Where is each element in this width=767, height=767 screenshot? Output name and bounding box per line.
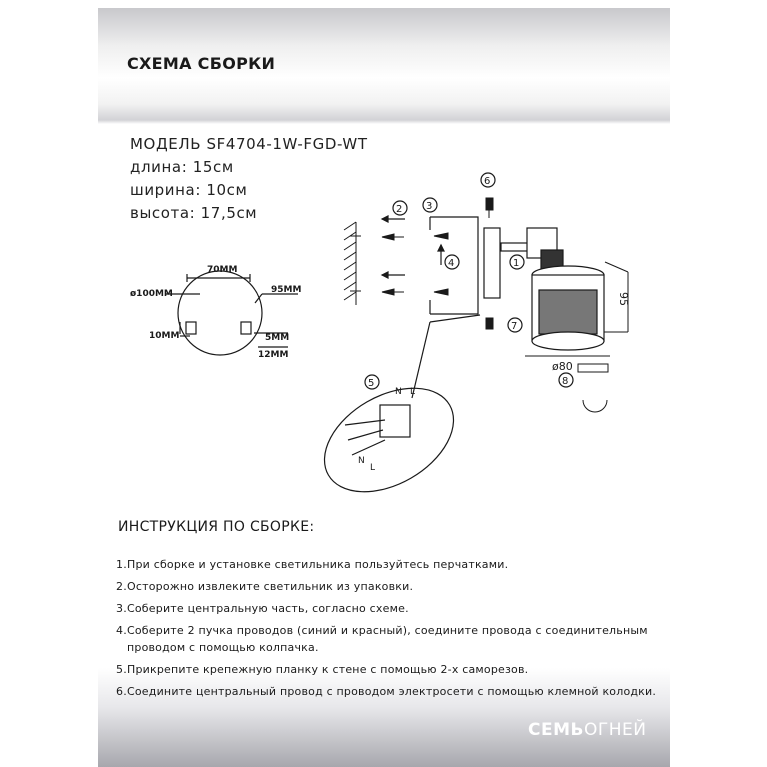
wire-label: L bbox=[410, 387, 416, 397]
model-name: МОДЕЛЬ SF4704-1W-FGD-WT bbox=[130, 135, 368, 153]
mounting-bracket bbox=[430, 217, 500, 314]
lamp-shade bbox=[532, 266, 604, 350]
wall-hatch bbox=[344, 222, 361, 305]
instructions-list bbox=[116, 556, 656, 705]
callout-1: 1 bbox=[513, 258, 520, 269]
instructions-title: ИНСТРУКЦИЯ ПО СБОРКЕ: bbox=[118, 519, 315, 535]
callout-8: 8 bbox=[562, 376, 569, 387]
list-item: 5.Прикрепите крепежную планку к стене с помощью 2-х саморезов. bbox=[116, 663, 529, 676]
wire-label: L bbox=[370, 463, 376, 473]
mounting-plate-circle bbox=[178, 271, 262, 355]
arrows bbox=[382, 216, 444, 278]
dim-dia100: ø100ММ bbox=[130, 289, 173, 299]
list-item: 2.Осторожно извлеките светильник из упаковки. bbox=[116, 580, 414, 593]
dim-5: 5ММ bbox=[265, 333, 290, 343]
spec-length: длина: 15см bbox=[130, 158, 234, 176]
callout-2: 2 bbox=[396, 204, 403, 215]
list-item: 1.При сборке и установке светильника пользуйтесь перчатками. bbox=[116, 558, 509, 571]
wiring-detail bbox=[306, 315, 480, 500]
dowels bbox=[382, 234, 404, 295]
lens-ring bbox=[578, 364, 608, 412]
callout-7: 7 bbox=[511, 321, 518, 332]
top-screw bbox=[486, 198, 493, 218]
callout-3: 3 bbox=[426, 201, 433, 212]
wire-label: N bbox=[395, 387, 402, 397]
wire-label: N bbox=[358, 456, 365, 466]
dim-12: 12ММ bbox=[258, 350, 289, 360]
assembly-diagram bbox=[100, 160, 660, 500]
callout-4: 4 bbox=[448, 258, 455, 269]
dim-shade-diameter: ø80 bbox=[552, 360, 573, 373]
callout-5: 5 bbox=[368, 378, 375, 389]
spec-height: высота: 17,5см bbox=[130, 204, 258, 222]
page-title: СХЕМА СБОРКИ bbox=[127, 54, 276, 73]
brand-logo: СЕМЬОГНЕЙ bbox=[528, 720, 647, 740]
list-item: 3.Соберите центральную часть, согласно схеме. bbox=[116, 602, 409, 615]
callout-6: 6 bbox=[484, 176, 491, 187]
list-item: 6.Соедините центральный провод с проводом электросети с помощью клемной колодки. bbox=[116, 685, 657, 698]
dim-10: 10ММ bbox=[149, 331, 180, 341]
list-item: 4.Соберите 2 пучка проводов (синий и красный), соедините провода с соединительным проводом с помощью колпачка. bbox=[116, 624, 648, 654]
spec-width: ширина: 10см bbox=[130, 181, 248, 199]
dim-95: 95ММ bbox=[271, 285, 302, 295]
dim-shade-height: 95 bbox=[617, 292, 630, 306]
bottom-screw bbox=[486, 318, 493, 329]
dim-70: 70ММ bbox=[207, 265, 238, 275]
